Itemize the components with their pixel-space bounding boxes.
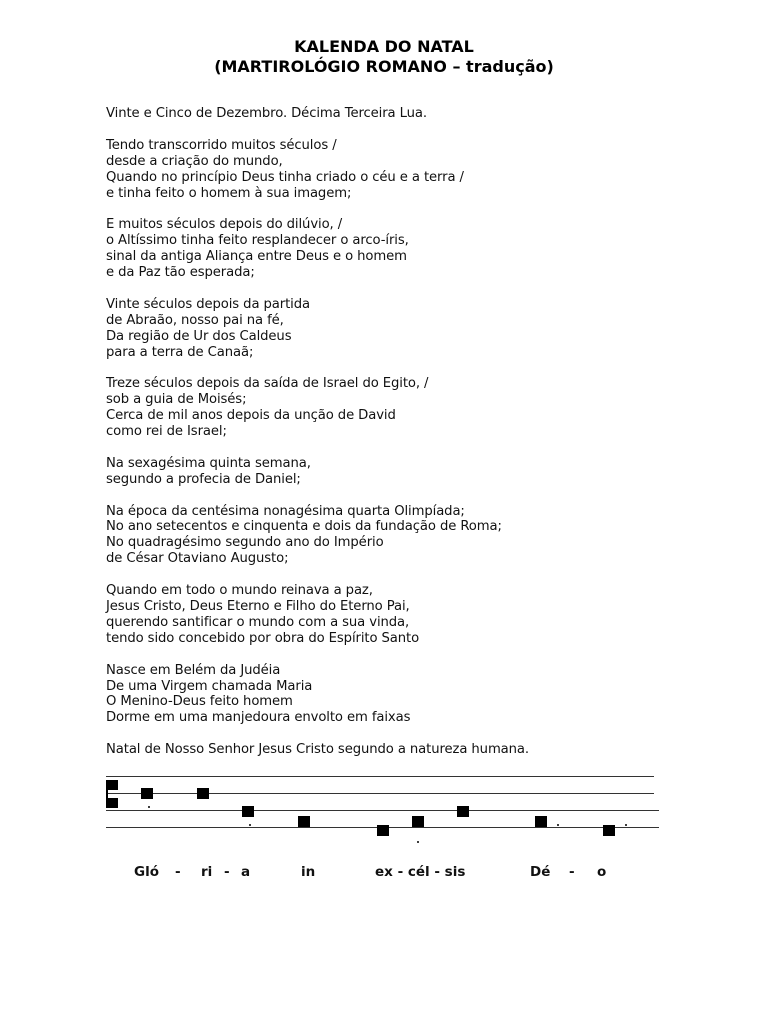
lyric-syllable: - [569,864,575,880]
lyric-syllable: ri [201,864,213,880]
staff-line-1 [106,776,654,777]
staff-line-2 [106,793,654,794]
chant-note-icon [603,825,615,836]
text-line: De uma Virgem chamada Maria [106,678,313,694]
chant-lyrics [0,864,768,884]
text-line: Da região de Ur dos Caldeus [106,328,292,344]
chant-note-icon [242,806,254,817]
text-line: segundo a profecia de Daniel; [106,471,301,487]
punctum-dot-icon [417,841,419,843]
paragraph-jesus [106,583,706,647]
text-line: Na sexagésima quinta semana, [106,455,311,471]
lyric-syllable: - [175,864,181,880]
chant-note-icon [298,816,310,827]
text-line: e tinha feito o homem à sua imagem; [106,185,352,201]
chant-note-icon [377,825,389,836]
text-line: Treze séculos depois da saída de Israel do Egito, / [106,376,429,392]
text-line: e da Paz tão esperada; [106,265,255,281]
text-line: querendo santificar o mundo com a sua vinda, [106,614,410,630]
kalenda-text [106,106,706,774]
text-line: Jesus Cristo, Deus Eterno e Filho do Eterno Pai, [106,598,410,614]
lyric-syllable: in [301,864,316,880]
text-line: Na época da centésima nonagésima quarta Olimpíada; [106,503,465,519]
punctum-dot-icon [557,824,559,826]
c-clef-icon [107,798,118,808]
paragraph-exodus [106,376,706,440]
text-line: sob a guia de Moisés; [106,392,247,408]
text-line: Tendo transcorrido muitos séculos / [106,137,337,153]
title-line-2: (MARTIROLÓGIO ROMANO – tradução) [214,57,554,76]
text-line: Vinte séculos depois da partida [106,296,310,312]
text-line: de César Otaviano Augusto; [106,551,289,567]
text-line: Vinte e Cinco de Dezembro. Décima Terceira Lua. [106,106,427,121]
lyric-syllable: Dé [530,864,551,880]
paragraph-daniel [106,456,706,488]
paragraph-nativity [106,742,706,758]
paragraph-rome [106,504,706,568]
text-line: Dorme em uma manjedoura envolto em faixas [106,710,411,726]
punctum-dot-icon [148,806,150,808]
chant-note-icon [535,816,547,827]
staff-line-3 [106,810,659,811]
text-line: para a terra de Canaã; [106,344,254,360]
punctum-dot-icon [625,824,627,826]
text-line: Cerca de mil anos depois da unção de David [106,408,396,424]
text-line: Quando em todo o mundo reinava a paz, [106,583,373,599]
text-line: de Abraão, nosso pai na fé, [106,312,284,328]
document-title [0,37,768,77]
punctum-dot-icon [249,824,251,826]
chant-note-icon [412,816,424,827]
c-clef-icon [106,780,108,808]
text-line: No ano setecentos e cinquenta e dois da fundação de Roma; [106,519,502,535]
chant-note-icon [197,788,209,799]
text-line: tendo sido concebido por obra do Espírito Santo [106,630,420,646]
chant-note-icon [141,788,153,799]
text-line: como rei de Israel; [106,424,227,440]
text-line: O Menino-Deus feito homem [106,694,293,710]
text-line: Natal de Nosso Senhor Jesus Cristo segundo a natureza humana. [106,742,529,758]
lyric-syllable: ex - cél - sis [375,864,466,880]
text-line: sinal da antiga Aliança entre Deus e o homem [106,249,407,265]
paragraph-abraham [106,297,706,361]
paragraph-flood [106,217,706,281]
staff-line-4 [106,827,659,828]
lyric-syllable: o [597,864,607,880]
chant-note-icon [457,806,469,817]
text-line: o Altíssimo tinha feito resplandecer o arco-íris, [106,233,409,249]
text-line: No quadragésimo segundo ano do Império [106,535,384,551]
title-line-1: KALENDA DO NATAL [294,37,474,56]
c-clef-icon [107,780,118,790]
paragraph-creation [106,138,706,202]
lyric-syllable: - [224,864,230,880]
paragraph-date [106,106,706,122]
text-line: desde a criação do mundo, [106,153,283,169]
paragraph-bethlehem [106,663,706,727]
text-line: Nasce em Belém da Judéia [106,662,281,678]
text-line: E muitos séculos depois do dilúvio, / [106,217,343,233]
lyric-syllable: a [241,864,251,880]
lyric-syllable: Gló [134,864,159,880]
text-line: Quando no princípio Deus tinha criado o céu e a terra / [106,169,464,185]
